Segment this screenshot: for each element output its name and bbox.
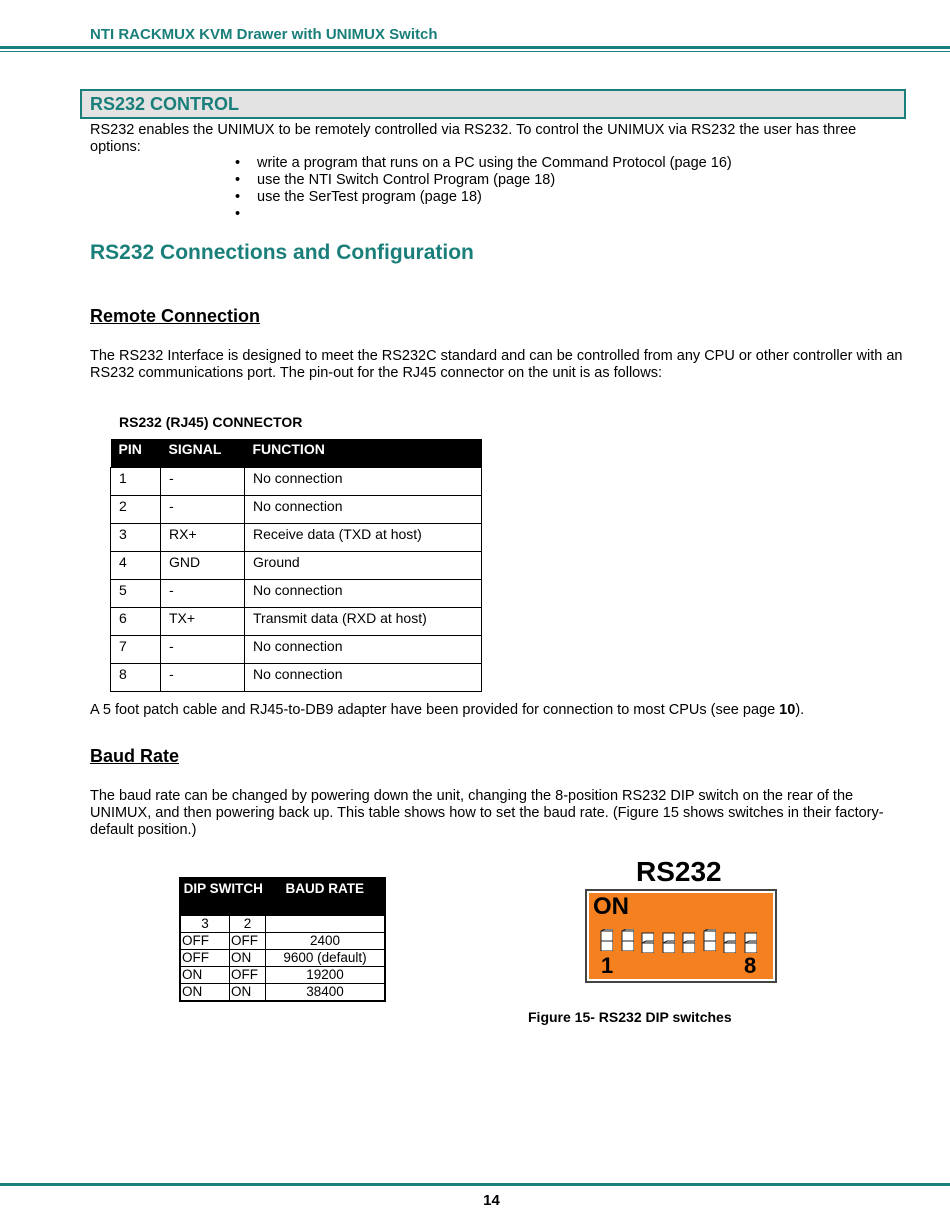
table-cell: No connection: [245, 664, 482, 692]
table-cell: No connection: [245, 580, 482, 608]
table-cell: -: [161, 636, 245, 664]
dip-switch-3: [640, 931, 654, 953]
table-cell: 8: [111, 664, 161, 692]
options-list: [232, 155, 732, 223]
table-cell: 38400: [266, 984, 386, 1002]
header-rule: [0, 46, 950, 49]
list-item: • write a program that runs on a PC using the Command Protocol (page 16): [232, 155, 732, 172]
table-row: [180, 933, 385, 950]
table-cell: No connection: [245, 468, 482, 496]
section-title: RS232 CONTROL: [90, 94, 240, 114]
table-cell: OFF: [180, 933, 230, 950]
connections-heading: RS232 Connections and Configuration: [90, 241, 474, 264]
baud-table: [179, 877, 386, 1002]
on-label: ON: [593, 893, 629, 920]
table-cell: ON: [230, 984, 266, 1002]
table-cell: -: [161, 580, 245, 608]
table-cell: No connection: [245, 636, 482, 664]
column-header: FUNCTION: [245, 439, 482, 468]
document-header-title: NTI RACKMUX KVM Drawer with UNIMUX Switch: [90, 26, 438, 43]
column-header: SIGNAL: [161, 439, 245, 468]
header-rule-thin: [0, 51, 950, 52]
dip-switch-7: [722, 931, 736, 953]
sub-header: 2: [230, 916, 266, 933]
table-cell: GND: [161, 552, 245, 580]
baud-rate-paragraph: The baud rate can be changed by powering down the unit, changing the 8-position RS232 DIP switch on the rear of the UNIMUX, and then powering back up. This table shows how to set the baud rate. (Figure 15 shows switches in their factory-default position.): [90, 788, 884, 838]
table-row: [111, 608, 482, 636]
column-header: PIN: [111, 439, 161, 468]
dip-switch-6: [702, 929, 716, 951]
table-cell: 2: [111, 496, 161, 524]
list-item: • use the SerTest program (page 18): [232, 189, 732, 206]
connector-table: [110, 439, 482, 692]
table-cell: ON: [180, 967, 230, 984]
page-number: 14: [483, 1192, 500, 1209]
table-row: [180, 984, 385, 1002]
table-cell: ON: [180, 984, 230, 1002]
table-cell: 1: [111, 468, 161, 496]
table-cell: 6: [111, 608, 161, 636]
section-title-box: [80, 89, 906, 119]
baud-rate-heading: Baud Rate: [90, 746, 180, 766]
dip-switch-8: [743, 931, 757, 953]
list-item: • use the NTI Switch Control Program (page 18): [232, 172, 732, 189]
cable-paragraph: [90, 702, 910, 719]
table-row: [111, 636, 482, 664]
dip-switch-1: [599, 929, 613, 951]
table-cell: -: [161, 664, 245, 692]
table-cell: 4: [111, 552, 161, 580]
remote-connection-heading: Remote Connection: [90, 306, 261, 326]
table-row: [180, 950, 385, 967]
table-row: [111, 496, 482, 524]
list-item: [232, 206, 732, 223]
table-row: [111, 468, 482, 496]
first-switch-label: 1: [601, 953, 614, 978]
table-row: [111, 552, 482, 580]
cable-text-end: ).: [795, 702, 805, 718]
table-cell: 5: [111, 580, 161, 608]
table-cell: OFF: [180, 950, 230, 967]
dip-switch-header: DIP SWITCH: [180, 878, 266, 916]
table-cell: 2400: [266, 933, 386, 950]
table-cell: 7: [111, 636, 161, 664]
table-cell: Ground: [245, 552, 482, 580]
table-cell: 19200: [266, 967, 386, 984]
table-cell: OFF: [230, 967, 266, 984]
footer-rule: [0, 1183, 950, 1186]
table-row: [111, 580, 482, 608]
dip-switch-4: [661, 931, 675, 953]
sub-header: 3: [180, 916, 230, 933]
table-cell: -: [161, 468, 245, 496]
table-cell: Receive data (TXD at host): [245, 524, 482, 552]
dip-switch-body: [589, 893, 773, 979]
figure-caption: Figure 15- RS232 DIP switches: [528, 1009, 732, 1025]
table-cell: TX+: [161, 608, 245, 636]
table-cell: No connection: [245, 496, 482, 524]
dip-figure-title: RS232: [636, 856, 722, 887]
cable-text: A 5 foot patch cable and RJ45-to-DB9 adapter have been provided for connection to most CPUs (see page: [90, 702, 780, 718]
table-row: [111, 524, 482, 552]
table-cell: -: [161, 496, 245, 524]
dip-switch-5: [681, 931, 695, 953]
table-cell: 3: [111, 524, 161, 552]
table-row: [111, 664, 482, 692]
connector-table-caption: RS232 (RJ45) CONNECTOR: [119, 414, 303, 430]
table-cell: ON: [230, 950, 266, 967]
dip-switch-2: [620, 929, 634, 951]
dip-switch-diagram: [585, 889, 777, 983]
table-cell: 9600 (default): [266, 950, 386, 967]
table-row: [180, 967, 385, 984]
baud-rate-header: BAUD RATE: [266, 878, 386, 916]
table-cell: Transmit data (RXD at host): [245, 608, 482, 636]
table-cell: RX+: [161, 524, 245, 552]
remote-connection-paragraph: The RS232 Interface is designed to meet the RS232C standard and can be controlled from any CPU or other controller with an RS232 communications port. The pin-out for the RJ45 connector on the unit is as follows:: [90, 348, 903, 381]
table-cell: OFF: [230, 933, 266, 950]
last-switch-label: 8: [744, 953, 757, 978]
intro-paragraph: RS232 enables the UNIMUX to be remotely controlled via RS232. To control the UNIMUX via RS232 the user has three options:: [90, 122, 857, 155]
cable-page-ref: 10: [779, 702, 796, 718]
